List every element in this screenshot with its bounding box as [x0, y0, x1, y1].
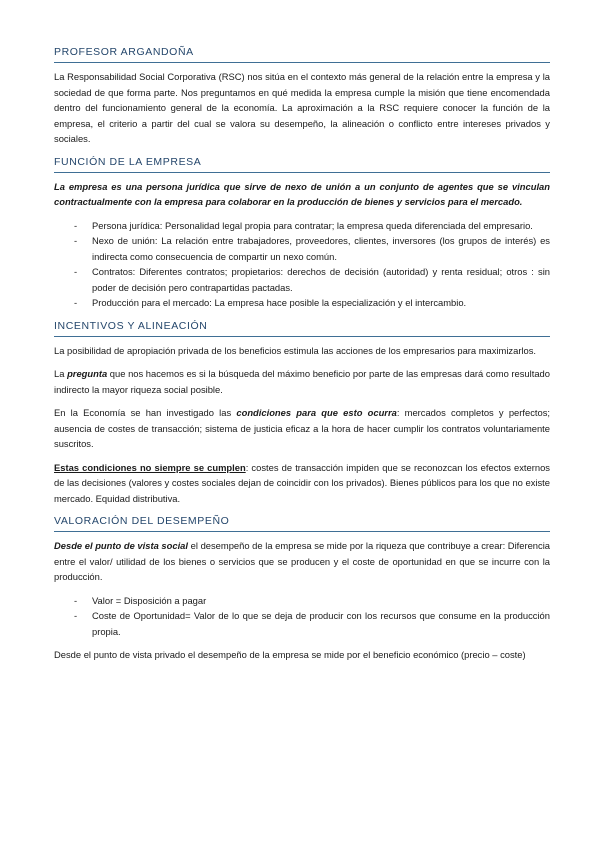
section-profesor — [54, 46, 550, 147]
section-heading-funcion: FUNCIÓN DE LA EMPRESA — [54, 156, 550, 173]
incentivos-paragraph-3 — [54, 405, 550, 452]
list-item-text: Nexo de unión: La relación entre trabajadores, proveedores, clientes, inversores (los grupos de interés) es indirecta como consecuencia de compartir un nexo común. — [92, 235, 550, 262]
emphasis-no-se-cumplen: Estas condiciones no siempre se cumplen — [54, 461, 246, 473]
list-marker: - — [74, 235, 78, 246]
valoracion-list — [54, 593, 550, 640]
funcion-list — [54, 218, 550, 311]
section-funcion — [54, 156, 550, 311]
text-run: el desempeño de la empresa se mide por la riqueza que contribuye a crear: Diferencia entre el valor/ utilidad de los bienes o servicios que se producen y el coste de oportunidad en que se incurre con la producción. — [54, 540, 550, 582]
list-marker: - — [74, 610, 78, 621]
list-marker: - — [74, 594, 78, 606]
document-page — [54, 46, 550, 672]
valoracion-paragraph-1 — [54, 538, 550, 585]
list-item — [54, 233, 550, 264]
list-marker: - — [74, 266, 78, 277]
incentivos-paragraph-4 — [54, 460, 550, 507]
emphasis-condiciones: condiciones para que esto ocurra — [236, 407, 397, 418]
text-run: que nos hacemos es si la búsqueda del máximo beneficio por parte de las empresas dará como resultado indirecto la mayor riqueza social posible. — [54, 368, 550, 395]
emphasis-pregunta: pregunta — [67, 368, 108, 379]
list-item — [54, 218, 550, 234]
incentivos-paragraph-1: La posibilidad de apropiación privada de los beneficios estimula las acciones de los empresarios para maximizarlos. — [54, 344, 537, 356]
section-heading-valoracion: VALORACIÓN DEL DESEMPEÑO — [54, 515, 550, 532]
list-marker: - — [74, 297, 78, 308]
section-incentivos — [54, 320, 550, 507]
list-item — [54, 264, 550, 295]
section-heading-profesor: PROFESOR ARGANDOÑA — [54, 46, 550, 63]
list-item-text: Persona jurídica: Personalidad legal propia para contratar; la empresa queda diferenciada del empresario. — [92, 219, 533, 231]
valoracion-paragraph-2: Desde el punto de vista privado el desempeño de la empresa se mide por el beneficio económico (precio – coste) — [54, 649, 526, 660]
text-run: En la Economía se han investigado las — [54, 407, 237, 418]
list-marker: - — [74, 219, 78, 231]
text-run: La — [54, 368, 68, 379]
list-item-text: Valor = Disposición a pagar — [92, 594, 207, 606]
funcion-definition: La empresa es una persona jurídica que sirve de nexo de unión a un conjunto de agentes que se vinculan contractualmente con la empresa para colaborar en la producción de bienes y servicios para el mercado. — [54, 180, 550, 207]
list-item — [54, 295, 550, 311]
list-item — [54, 608, 550, 639]
list-item-text: Coste de Oportunidad= Valor de lo que se deja de producir con los recursos que consume en la producción propia. — [92, 610, 550, 637]
list-item-text: Producción para el mercado: La empresa hace posible la especialización y el intercambio. — [92, 297, 467, 308]
incentivos-paragraph-2 — [54, 366, 550, 397]
text-run: : mercados completos y perfectos; ausencia de costes de transacción; sistema de justicia eficaz a la hora de hacer cumplir los contratos voluntariamente suscritos. — [54, 407, 550, 449]
profesor-paragraph: La Responsabilidad Social Corporativa (RSC) nos sitúa en el contexto más general de la relación entre la empresa y la sociedad de que forma parte. Nos preguntamos en qué medida la empresa cumple la misión que tiene encomendada dentro del funcionamiento general de la economía. La aproximación a la RSC requiere conocer la función de la empresa, el criterio a partir del cual se valora su desempeño, la alineación o conflicto entre intereses privados y sociales. — [54, 71, 550, 144]
list-item — [54, 593, 550, 609]
list-item-text: Contratos: Diferentes contratos; propietarios: derechos de decisión (autoridad) y renta residual; otros : sin poder de decisión pero contrapartidas pactadas. — [92, 266, 550, 293]
text-run: : costes de transacción impiden que se reconozcan los efectos externos de las decisiones (valores y costes sociales dejan de coincidir con los privados). Bienes públicos para los que no existe mercado. Equidad distributiva. — [54, 461, 550, 504]
section-heading-incentivos: INCENTIVOS Y ALINEACIÓN — [54, 320, 550, 337]
section-valoracion — [54, 515, 550, 663]
emphasis-punto-vista-social: Desde el punto de vista social — [54, 540, 189, 551]
